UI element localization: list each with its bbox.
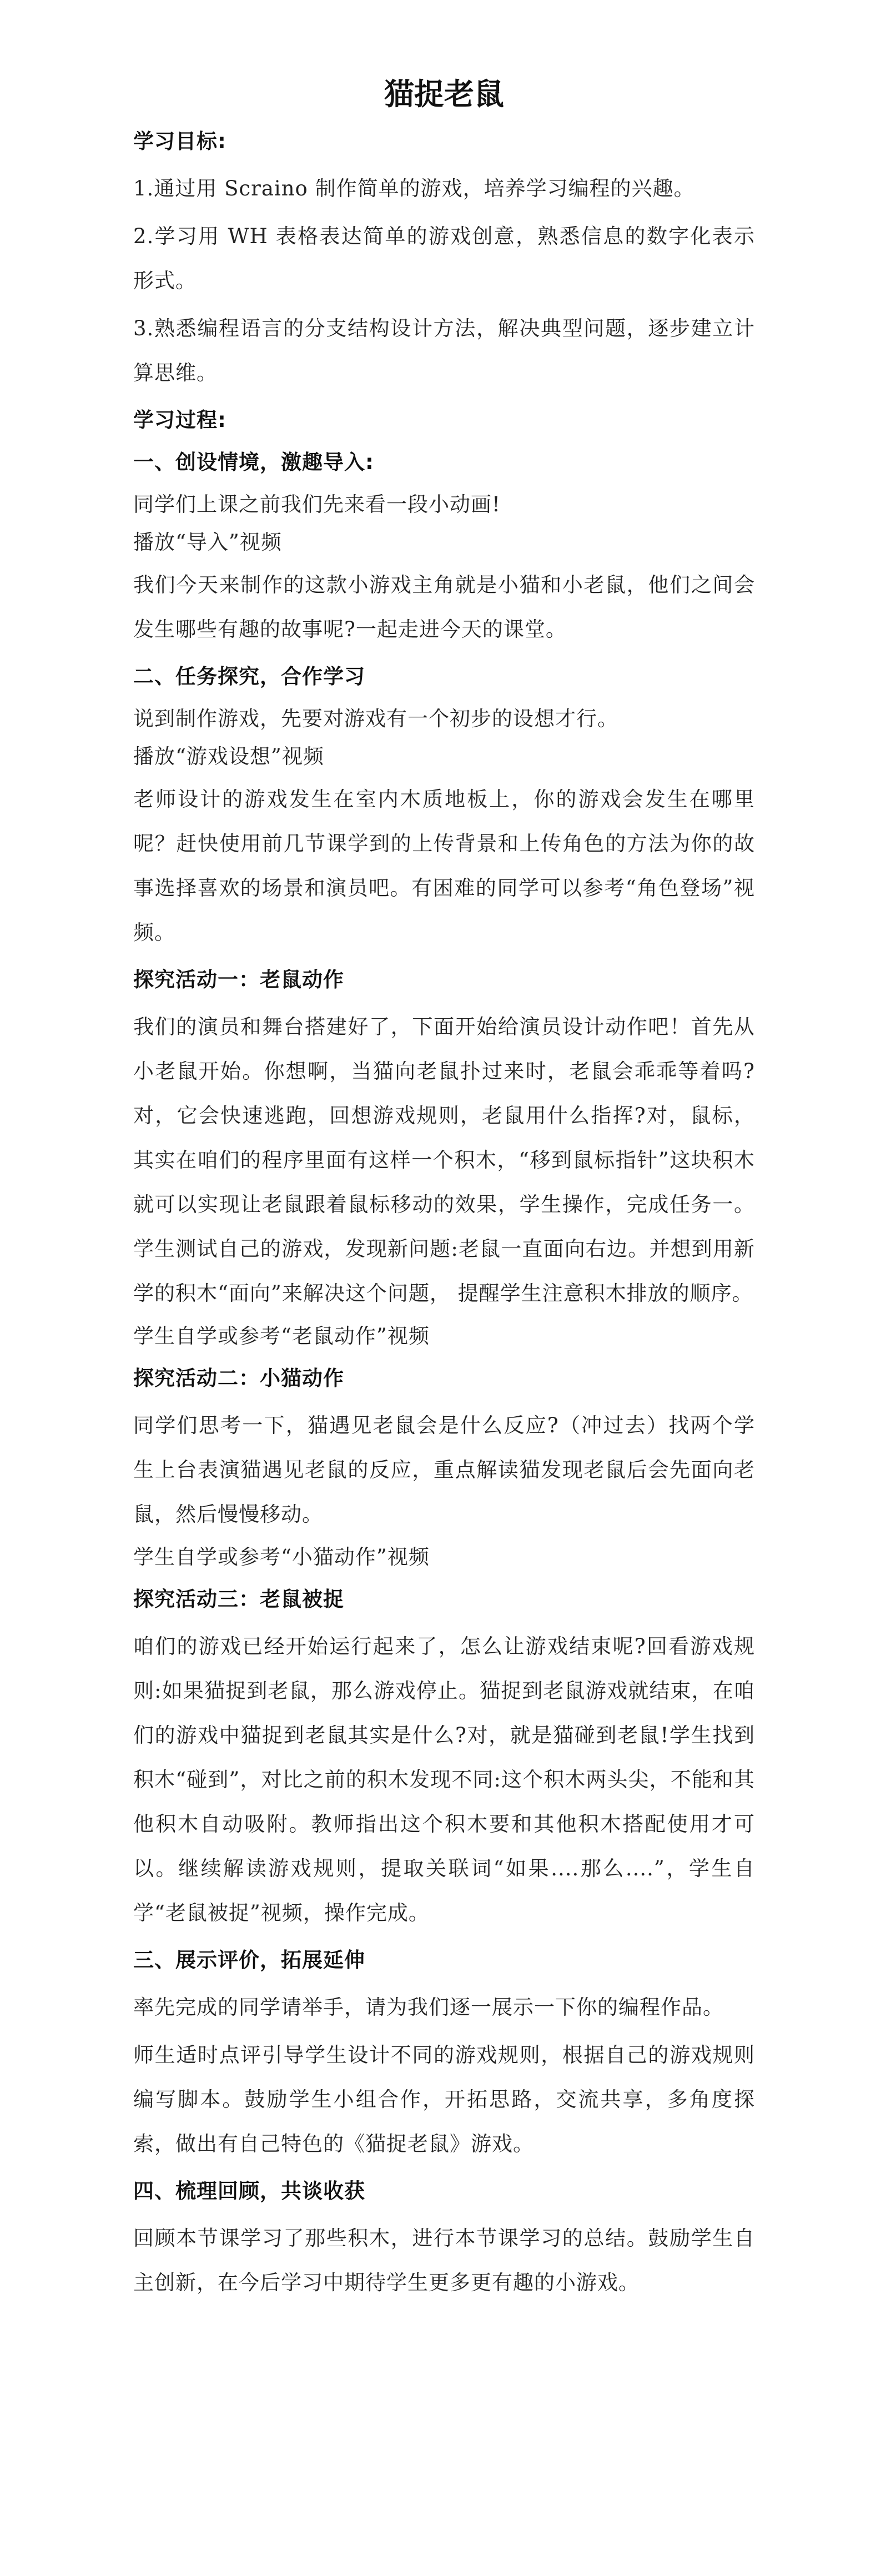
paragraph: 老师设计的游戏发生在室内木质地板上，你的游戏会发生在哪里呢？赶快使用前几节课学到的上传背景和上传角色的方法为你的故事选择喜欢的场景和演员吧。有困难的同学可以参考“角色登场”视频。	[133, 787, 755, 944]
section-heading: 探究活动三：老鼠被捉	[133, 1587, 344, 1611]
text-line: 说到制作游戏，先要对游戏有一个初步的设想才行。	[133, 707, 618, 731]
text-line: 播放“导入”视频	[133, 530, 282, 554]
section-heading: 四、梳理回顾，共谈收获	[133, 2179, 365, 2203]
paragraph: 2.学习用 WH 表格表达简单的游戏创意，熟悉信息的数字化表示形式。	[133, 224, 755, 293]
document-page	[133, 72, 755, 2308]
text-line: 学生自学或参考“小猫动作”视频	[133, 1545, 430, 1569]
text-line: 播放“游戏设想”视频	[133, 744, 324, 768]
paragraph: 我们的演员和舞台搭建好了，下面开始给演员设计动作吧！首先从小老鼠开始。你想啊，当猫向老鼠扑过来时，老鼠会乖乖等着吗?对，它会快速逃跑，回想游戏规则，老鼠用什么指挥?对，鼠标，其实在咱们的程序里面有这样一个积木，“移到鼠标指针”这块积木就可以实现让老鼠跟着鼠标移动的效果，学生操作，完成任务一。学生测试自己的游戏，发现新问题:老鼠一直面向右边。并想到用新学的积木“面向”来解决这个问题， 提醒学生注意积木排放的顺序。	[133, 1015, 755, 1305]
section-heading: 一、创设情境，激趣导入:	[133, 450, 374, 474]
paragraph: 率先完成的同学请举手，请为我们逐一展示一下你的编程作品。	[133, 1995, 724, 2019]
paragraph: 3.熟悉编程语言的分支结构设计方法，解决典型问题，逐步建立计算思维。	[133, 316, 755, 385]
paragraph: 我们今天来制作的这款小游戏主角就是小猫和小老鼠，他们之间会发生哪些有趣的故事呢?一起走进今天的课堂。	[133, 573, 755, 641]
paragraph: 咱们的游戏已经开始运行起来了，怎么让游戏结束呢?回看游戏规则:如果猫捉到老鼠，那么游戏停止。猫捉到老鼠游戏就结束，在咱们的游戏中猫捉到老鼠其实是什么?对，就是猫碰到老鼠!学生找到积木“碰到”，对比之前的积木发现不同:这个积木两头尖，不能和其他积木自动吸附。教师指出这个积木要和其他积木搭配使用才可以。继续解读游戏规则，提取关联词“如果....那么....”，学生自学“老鼠被捉”视频，操作完成。	[133, 1634, 755, 1925]
document-body	[133, 124, 755, 2305]
paragraph: 回顾本节课学习了那些积木，进行本节课学习的总结。鼓励学生自主创新，在今后学习中期待学生更多更有趣的小游戏。	[133, 2226, 755, 2295]
text-line: 学生自学或参考“老鼠动作”视频	[133, 1324, 430, 1348]
paragraph: 师生适时点评引导学生设计不同的游戏规则，根据自己的游戏规则编写脚本。鼓励学生小组合作，开拓思路，交流共享，多角度探索，做出有自己特色的《猫捉老鼠》游戏。	[133, 2043, 755, 2156]
section-heading: 学习目标:	[133, 129, 226, 153]
section-heading: 探究活动一：老鼠动作	[133, 968, 344, 992]
text-line: 同学们上课之前我们先来看一段小动画!	[133, 492, 501, 516]
paragraph: 同学们思考一下，猫遇见老鼠会是什么反应?（冲过去）找两个学生上台表演猫遇见老鼠的反应，重点解读猫发现老鼠后会先面向老鼠，然后慢慢移动。	[133, 1413, 755, 1526]
section-heading: 学习过程:	[133, 408, 226, 432]
section-heading: 二、任务探究，合作学习	[133, 665, 365, 688]
section-heading: 三、展示评价，拓展延伸	[133, 1948, 365, 1972]
document-title: 猫捉老鼠	[384, 77, 504, 112]
section-heading: 探究活动二：小猫动作	[133, 1366, 344, 1390]
paragraph: 1.通过用 Scraino 制作简单的游戏，培养学习编程的兴趣。	[133, 177, 695, 200]
